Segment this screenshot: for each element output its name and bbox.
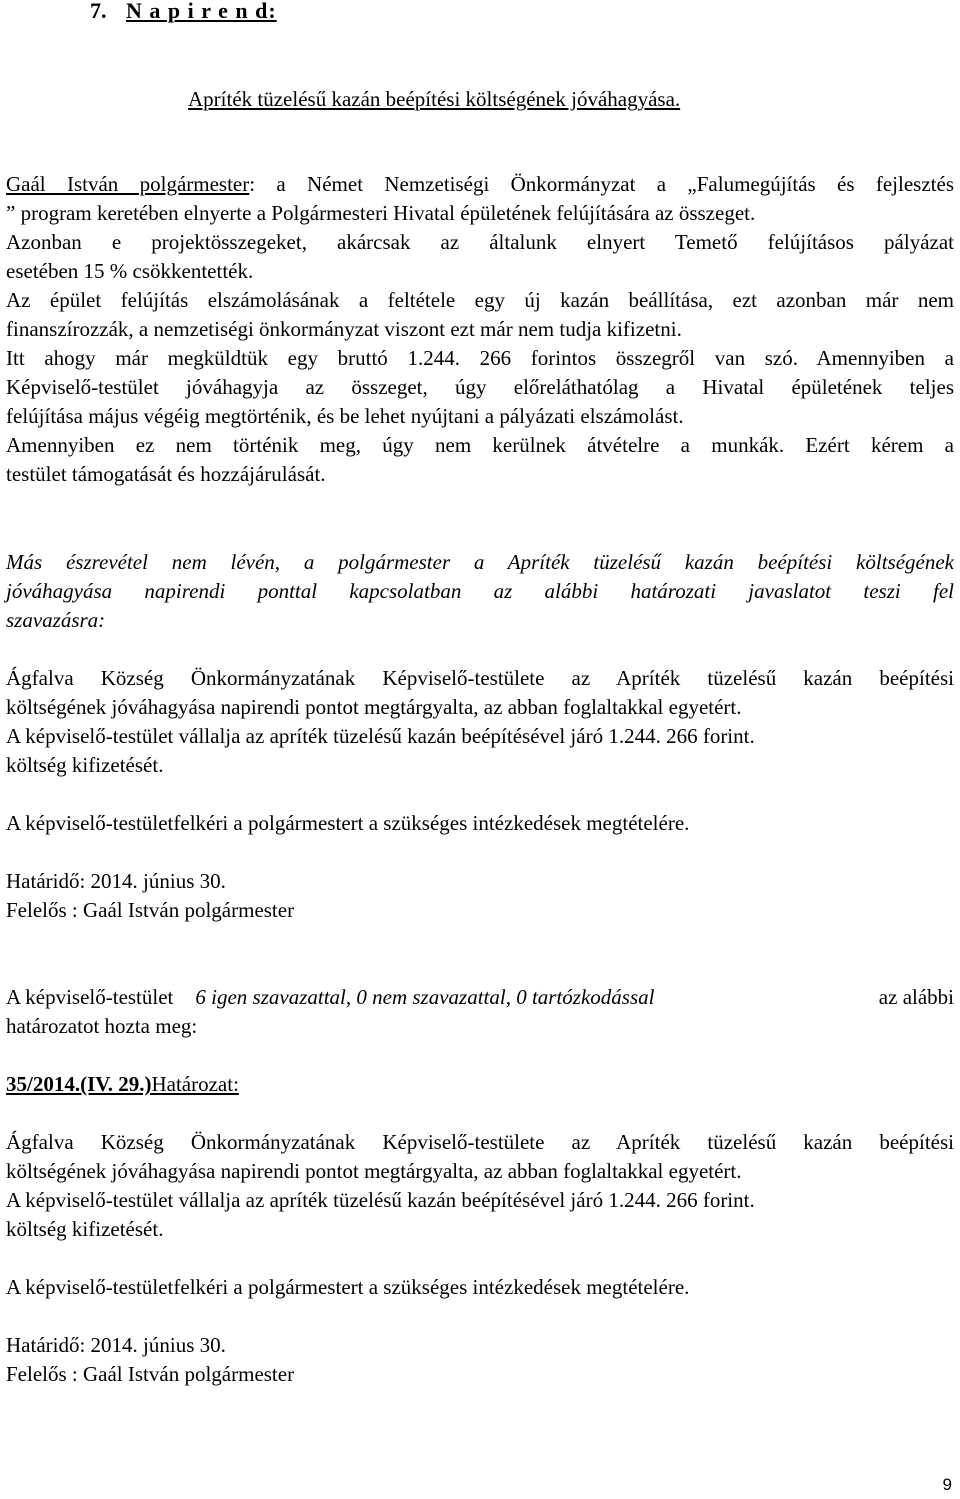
intro-line-8: Képviselő-testület jóváhagyja az összeget, úgy előreláthatólag a Hivatal épületének teljes — [6, 375, 954, 399]
intro-line-1: Gaál István polgármester: a Német Nemzetiségi Önkormányzat a „Falumegújítás és fejlesztés — [6, 172, 954, 196]
intro-line-2: ” program keretében elnyerte a Polgármesteri Hivatal épületének felújítására az összeget. — [6, 201, 756, 225]
intro-line-10: Amennyiben ez nem történik meg, úgy nem kerülnek átvételre a munkák. Ezért kérem a — [6, 433, 954, 457]
intro-line-4: esetében 15 % csökkentették. — [6, 259, 254, 283]
resolution-label: Határozat: — [151, 1072, 239, 1096]
resolution-deadline: Határidő: 2014. június 30. — [6, 1333, 226, 1357]
resolution-line-3: A képviselő-testület vállalja az apríték tüzelésű kazán beépítésével járó 1.244. 266 forint. — [6, 1188, 755, 1212]
intro-line-11: testület támogatását és hozzájárulását. — [6, 462, 326, 486]
page-number: 9 — [942, 1475, 952, 1494]
resolution-number: 35/2014.(IV. 29.) — [6, 1072, 152, 1096]
proposal-line-2: jóváhagyása napirendi ponttal kapcsolatban az alábbi határozati javaslatot teszi fel — [6, 579, 954, 603]
draft-line-3: A képviselő-testület vállalja az apríték tüzelésű kazán beépítésével járó 1.244. 266 forint. — [6, 724, 755, 748]
intro-line-5: Az épület felújítás elszámolásának a feltétele egy új kazán beállítása, ezt azonban már nem — [6, 288, 954, 312]
vote-line-1: A képviselő-testület 6 igen szavazattal, 0 nem szavazattal, 0 tartózkodással az alábbi — [6, 985, 954, 1009]
agenda-number: 7. — [90, 0, 107, 23]
vote-line-2: határozatot hozta meg: — [6, 1014, 198, 1038]
resolution-responsible: Felelős : Gaál István polgármester — [6, 1362, 295, 1386]
vote-counts: 6 igen szavazattal, 0 nem szavazattal, 0 tartózkodással — [195, 985, 655, 1009]
intro-line-9: felújítása május végéig megtörténik, és be lehet nyújtani a pályázati elszámolást. — [6, 404, 684, 428]
intro-line-7: Itt ahogy már megküldtük egy bruttó 1.244. 266 forintos összegről van szó. Amennyiben a — [6, 346, 954, 370]
agenda-heading — [90, 0, 277, 25]
draft-deadline: Határidő: 2014. június 30. — [6, 869, 226, 893]
draft-line-2: költségének jóváhagyása napirendi pontot megtárgyalta, az abban foglaltakkal egyetért. — [6, 695, 742, 719]
proposal-line-3: szavazásra: — [6, 608, 106, 632]
draft-line-4: költség kifizetését. — [6, 753, 164, 777]
resolution-heading — [6, 1070, 954, 1099]
intro-line-3: Azonban e projektösszegeket, akárcsak az általunk elnyert Temető felújításos pályázat — [6, 230, 954, 254]
resolution-line-4: költség kifizetését. — [6, 1217, 164, 1241]
draft-line-1: Ágfalva Község Önkormányzatának Képviselő-testülete az Apríték tüzelésű kazán beépítési — [6, 666, 954, 690]
agenda-title: N a p i r e n d: — [126, 0, 277, 23]
draft-request: A képviselő-testületfelkéri a polgármestert a szükséges intézkedések megtételére. — [6, 811, 690, 835]
agenda-subtitle: Apríték tüzelésű kazán beépítési költségének jóváhagyása. — [188, 87, 681, 111]
resolution-line-2: költségének jóváhagyása napirendi pontot megtárgyalta, az abban foglaltakkal egyetért. — [6, 1159, 742, 1183]
resolution-request: A képviselő-testületfelkéri a polgármestert a szükséges intézkedések megtételére. — [6, 1275, 690, 1299]
speaker-name: Gaál István polgármester — [6, 172, 250, 196]
resolution-line-1: Ágfalva Község Önkormányzatának Képviselő-testülete az Apríték tüzelésű kazán beépítési — [6, 1130, 954, 1154]
intro-line-6: finanszírozzák, a nemzetiségi önkormányzat viszont ezt már nem tudja kifizetni. — [6, 317, 682, 341]
proposal-line-1: Más észrevétel nem lévén, a polgármester a Apríték tüzelésű kazán beépítési költségének — [6, 550, 954, 574]
draft-responsible: Felelős : Gaál István polgármester — [6, 898, 295, 922]
